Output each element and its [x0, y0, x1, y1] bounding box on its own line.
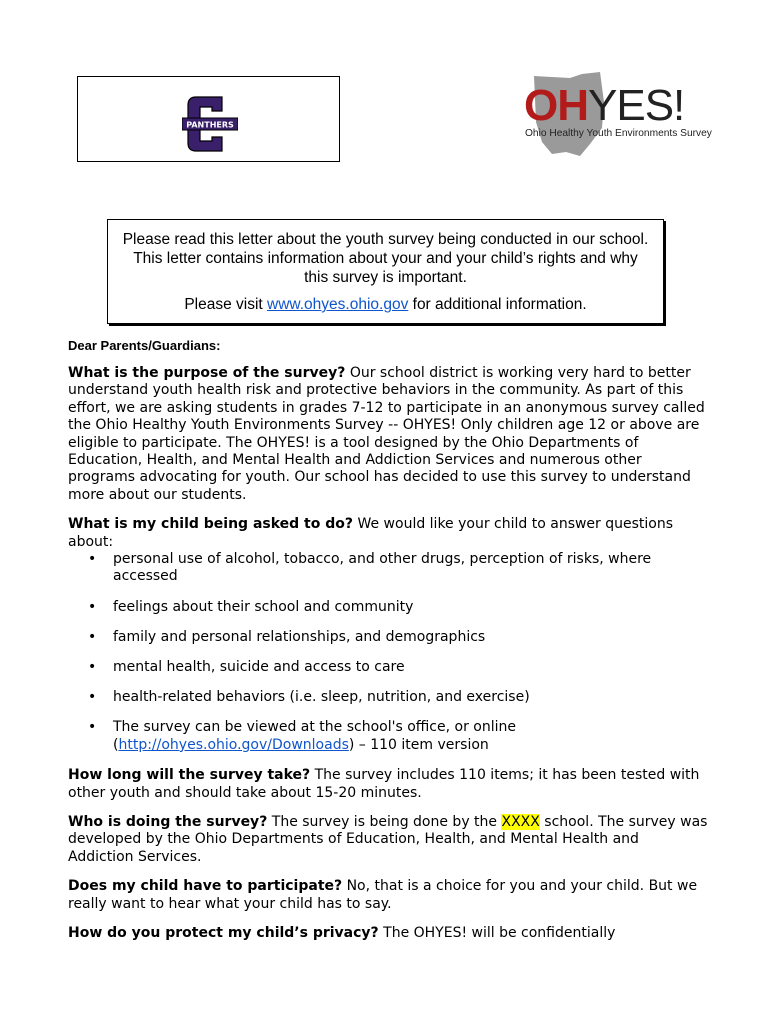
ohyes-tagline: Ohio Healthy Youth Environments Survey	[525, 128, 712, 139]
visit-suffix: for additional information.	[408, 296, 587, 313]
ohyes-oh: OH	[524, 81, 588, 130]
purpose-paragraph	[68, 365, 708, 504]
privacy-answer: The OHYES! will be confidentially	[378, 924, 616, 941]
who-answer-suffix: school. The survey was developed by the Ohio Departments of Education, Health, and Mental Health and Addiction Services.	[68, 813, 708, 865]
participate-paragraph	[68, 878, 708, 913]
notice-box	[107, 219, 664, 324]
asked-paragraph	[68, 516, 708, 551]
list-item: • family and personal relationships, and demographics	[68, 629, 708, 646]
duration-paragraph	[68, 767, 708, 802]
downloads-link[interactable]: http://ohyes.ohio.gov/Downloads	[118, 736, 349, 753]
school-logo-box	[77, 76, 340, 162]
ohyes-wordmark	[524, 81, 685, 130]
privacy-paragraph	[68, 925, 708, 942]
bullet-suffix: ) – 110 item version	[348, 736, 489, 753]
topics-list	[68, 551, 708, 754]
asked-question: What is my child being asked to do?	[68, 516, 354, 533]
list-item: • feelings about their school and community	[68, 599, 708, 616]
school-c-logo-icon	[182, 95, 238, 153]
letter-body	[68, 365, 708, 954]
salutation: Dear Parents/Guardians:	[68, 338, 221, 353]
purpose-answer: Our school district is working very hard to better understand youth health risk and protective behaviors in the community. As part of this effort, we are asking students in grades 7-12 to participate in an anonymous survey called the Ohio Healthy Youth Environments Survey -- OHYES! Only children age 12 or above are eligible to participate. The OHYES! is a tool designed by the Ohio Departments of Education, Health, and Mental Health and Addiction Services and numerous other programs advocating for youth. Our school has decided to use this survey to understand more about our students.	[68, 365, 705, 503]
list-item: • health-related behaviors (i.e. sleep, nutrition, and exercise)	[68, 689, 708, 706]
list-item: • mental health, suicide and access to care	[68, 659, 708, 676]
asked-answer: We would like your child to answer questions about:	[68, 516, 674, 550]
visit-prefix: Please visit	[184, 296, 268, 313]
list-item: • personal use of alcohol, tobacco, and other drugs, perception of risks, where accessed	[68, 551, 708, 586]
ohyes-website-link[interactable]: www.ohyes.ohio.gov	[267, 296, 409, 313]
participate-question: Does my child have to participate?	[68, 878, 343, 895]
notice-text: Please read this letter about the youth survey being conducted in our school. This letter contains information about your and your child’s rights and why this survey is important.	[122, 231, 649, 286]
ohyes-logo	[520, 72, 720, 158]
notice-visit	[120, 295, 651, 314]
list-item	[68, 719, 708, 754]
ohyes-yes: YES!	[588, 81, 685, 130]
who-answer-prefix: The survey is being done by the	[267, 813, 502, 830]
school-name-placeholder: XXXX	[501, 813, 540, 830]
bullet-prefix: The survey can be viewed at the school's office, or online (	[113, 719, 516, 753]
privacy-question: How do you protect my child’s privacy?	[68, 924, 379, 941]
purpose-question: What is the purpose of the survey?	[68, 365, 346, 381]
who-question: Who is doing the survey?	[68, 813, 268, 830]
school-logo-text: PANTHERS	[186, 120, 234, 130]
who-paragraph	[68, 814, 708, 866]
duration-question: How long will the survey take?	[68, 767, 311, 784]
duration-answer: The survey includes 110 items; it has been tested with other youth and should take about 15-20 minutes.	[68, 767, 700, 801]
participate-answer: No, that is a choice for you and your child. But we really want to hear what your child has to say.	[68, 878, 698, 912]
